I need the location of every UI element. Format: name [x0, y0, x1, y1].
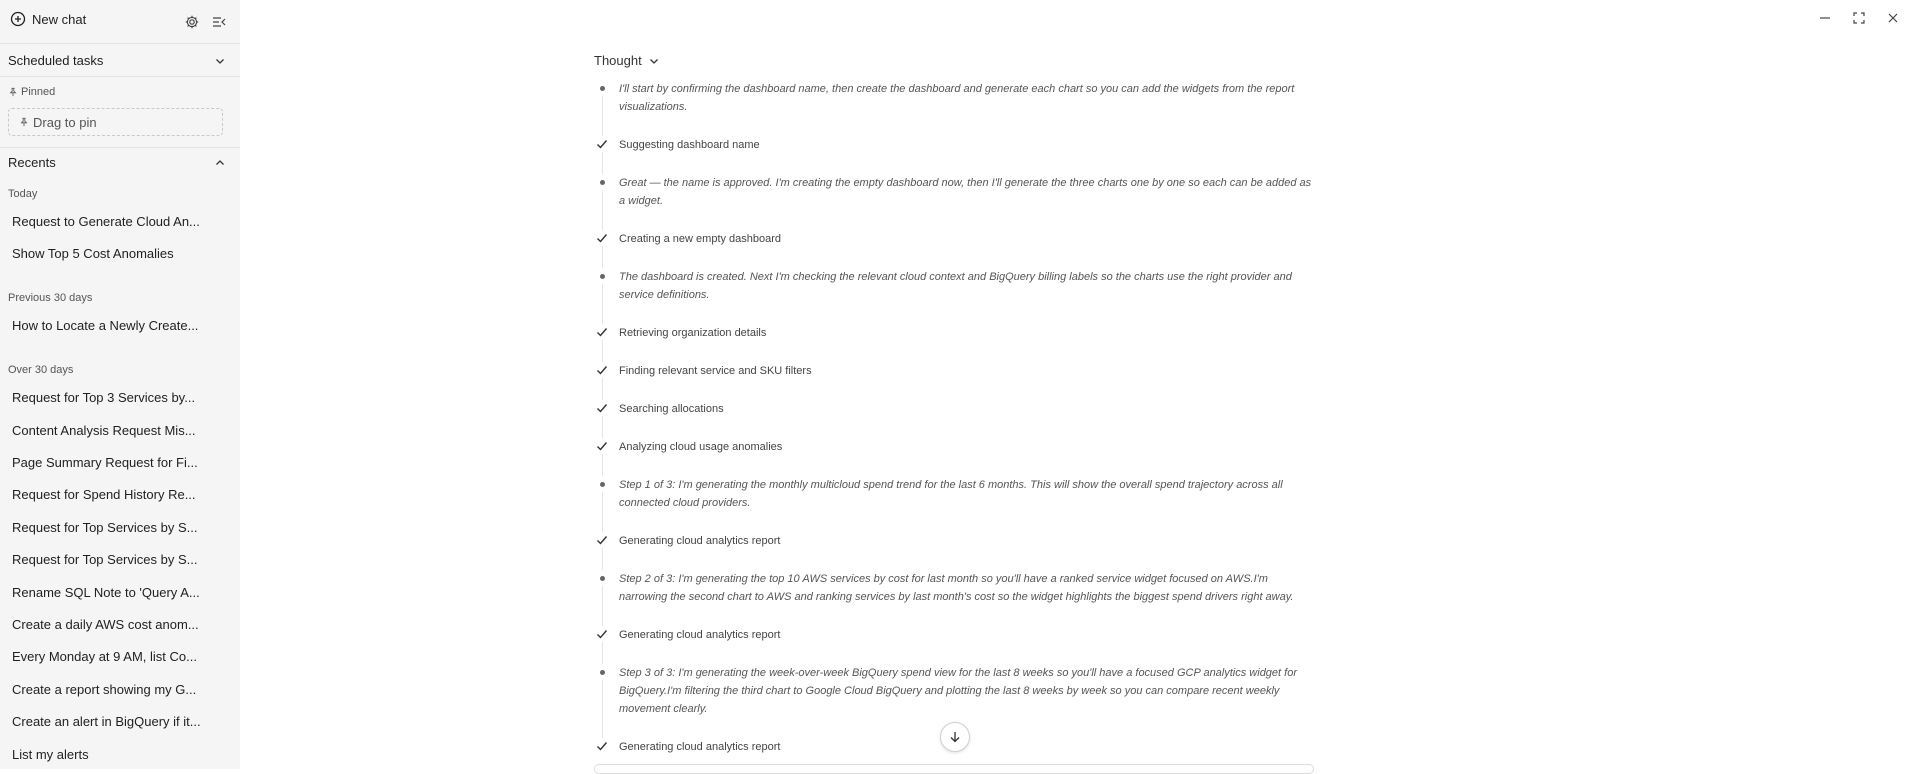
pin-icon	[19, 117, 29, 127]
recents-label: Recents	[8, 155, 56, 170]
recent-chat-item[interactable]: Page Summary Request for Fi...	[12, 455, 198, 470]
note-text: Step 3 of 3: I'm generating the week-over-week BigQuery spend view for the last 8 weeks so you'll have a focused GCP analytics widget for BigQuery.I'm filtering the third chart to Google Cloud BigQuery and plotting the last 8 weeks by week so you can compare recent weekly movement clearly.	[619, 667, 1297, 715]
scroll-to-bottom-button[interactable]	[940, 722, 970, 752]
step-label: Finding relevant service and SKU filters	[619, 365, 812, 377]
recent-chat-item[interactable]: Create a report showing my G...	[12, 682, 197, 697]
sidebar	[0, 0, 240, 769]
minimize-icon	[1818, 11, 1832, 25]
step-label: Generating cloud analytics report	[619, 535, 781, 547]
arrow-down-icon	[948, 730, 962, 744]
note-text: The dashboard is created. Next I'm checking the relevant cloud context and BigQuery billing labels so the charts use the right provider and service definitions.	[619, 271, 1292, 301]
checkmark-icon	[594, 400, 610, 416]
recent-chat-item[interactable]: Request for Spend History Re...	[12, 487, 196, 502]
sidebar-divider	[0, 43, 240, 44]
message-composer[interactable]	[594, 764, 1314, 774]
checkmark-icon	[594, 738, 610, 754]
collapse-sidebar-button[interactable]	[210, 13, 228, 31]
note-text: Step 2 of 3: I'm generating the top 10 AWS services by cost for last month so you'll have a ranked service widget focused on AWS.I'm narrowing the second chart to AWS and ranking services by last month's cost so the widget highlights the biggest spend drivers right away.	[619, 573, 1294, 603]
plus-circle-icon	[10, 11, 26, 27]
checkmark-icon	[594, 230, 610, 246]
restore-icon	[1852, 11, 1866, 25]
bullet-dot-icon	[594, 476, 610, 492]
gear-icon	[184, 14, 200, 30]
scheduled-tasks-label: Scheduled tasks	[8, 53, 104, 68]
recents-toggle[interactable]	[8, 155, 226, 170]
close-icon	[1886, 11, 1900, 25]
pin-icon	[8, 87, 18, 97]
scheduled-tasks-toggle[interactable]	[8, 53, 226, 68]
pinned-label: Pinned	[21, 86, 56, 98]
recent-chat-item[interactable]: Request to Generate Cloud An...	[12, 214, 200, 229]
recent-chat-item[interactable]: Create a daily AWS cost anom...	[12, 617, 199, 632]
recent-chat-item[interactable]: Show Top 5 Cost Anomalies	[12, 246, 174, 261]
sidebar-divider	[0, 147, 240, 148]
note-text: Great — the name is approved. I'm creating the empty dashboard now, then I'll generate the three charts one by one so each can be added as a widget.	[619, 177, 1312, 207]
chevron-down-icon	[214, 55, 226, 67]
step-label: Retrieving organization details	[619, 327, 767, 339]
new-chat-button[interactable]	[10, 11, 86, 27]
checkmark-icon	[594, 626, 610, 642]
bullet-dot-icon	[594, 80, 610, 96]
recent-chat-item[interactable]: Request for Top Services by S...	[12, 552, 198, 567]
chevron-down-icon	[648, 55, 660, 67]
recent-chat-item[interactable]: List my alerts	[12, 747, 89, 762]
step-label: Suggesting dashboard name	[619, 139, 760, 151]
thought-toggle[interactable]	[594, 53, 660, 68]
bullet-dot-icon	[594, 268, 610, 284]
settings-button[interactable]	[183, 13, 201, 31]
recent-chat-item[interactable]: Rename SQL Note to 'Query A...	[12, 585, 200, 600]
recent-chat-item[interactable]: Request for Top 3 Services by...	[12, 390, 196, 405]
bullet-dot-icon	[594, 174, 610, 190]
pinned-section-label	[8, 86, 55, 98]
recent-chat-item[interactable]: Request for Top Services by S...	[12, 520, 198, 535]
checkmark-icon	[594, 362, 610, 378]
recents-group-label: Previous 30 days	[8, 292, 93, 304]
checkmark-icon	[594, 532, 610, 548]
step-label: Generating cloud analytics report	[619, 741, 781, 753]
restore-button[interactable]	[1849, 8, 1869, 28]
recents-group-label: Over 30 days	[8, 364, 74, 376]
sidebar-header	[0, 0, 240, 43]
close-button[interactable]	[1883, 8, 1903, 28]
bullet-dot-icon	[594, 664, 610, 680]
timeline-line	[602, 95, 603, 745]
bullet-dot-icon	[594, 570, 610, 586]
recent-chat-item[interactable]: How to Locate a Newly Create...	[12, 318, 199, 333]
note-text: I'll start by confirming the dashboard name, then create the dashboard and generate each chart so you can add the widgets from the report visualizations.	[619, 83, 1295, 113]
drag-to-pin-zone[interactable]	[8, 108, 223, 136]
checkmark-icon	[594, 438, 610, 454]
step-label: Creating a new empty dashboard	[619, 233, 782, 245]
chevron-up-icon	[214, 157, 226, 169]
step-label: Generating cloud analytics report	[619, 629, 781, 641]
checkmark-icon	[594, 136, 610, 152]
new-chat-label: New chat	[32, 11, 87, 27]
sidebar-divider	[0, 76, 240, 77]
recent-chat-item[interactable]: Every Monday at 9 AM, list Co...	[12, 649, 197, 664]
thought-label: Thought	[594, 53, 642, 68]
recent-chat-item[interactable]: Create an alert in BigQuery if it...	[12, 714, 201, 729]
recent-chat-item[interactable]: Content Analysis Request Mis...	[12, 423, 196, 438]
checkmark-icon	[594, 324, 610, 340]
collapse-sidebar-icon	[211, 14, 227, 30]
step-label: Analyzing cloud usage anomalies	[619, 441, 783, 453]
minimize-button[interactable]	[1815, 8, 1835, 28]
recents-group-label: Today	[8, 188, 38, 200]
step-label: Searching allocations	[619, 403, 724, 415]
note-text: Step 1 of 3: I'm generating the monthly multicloud spend trend for the last 6 months. This will show the overall spend trajectory across all connected cloud providers.	[619, 479, 1283, 509]
drag-to-pin-label: Drag to pin	[33, 114, 97, 130]
